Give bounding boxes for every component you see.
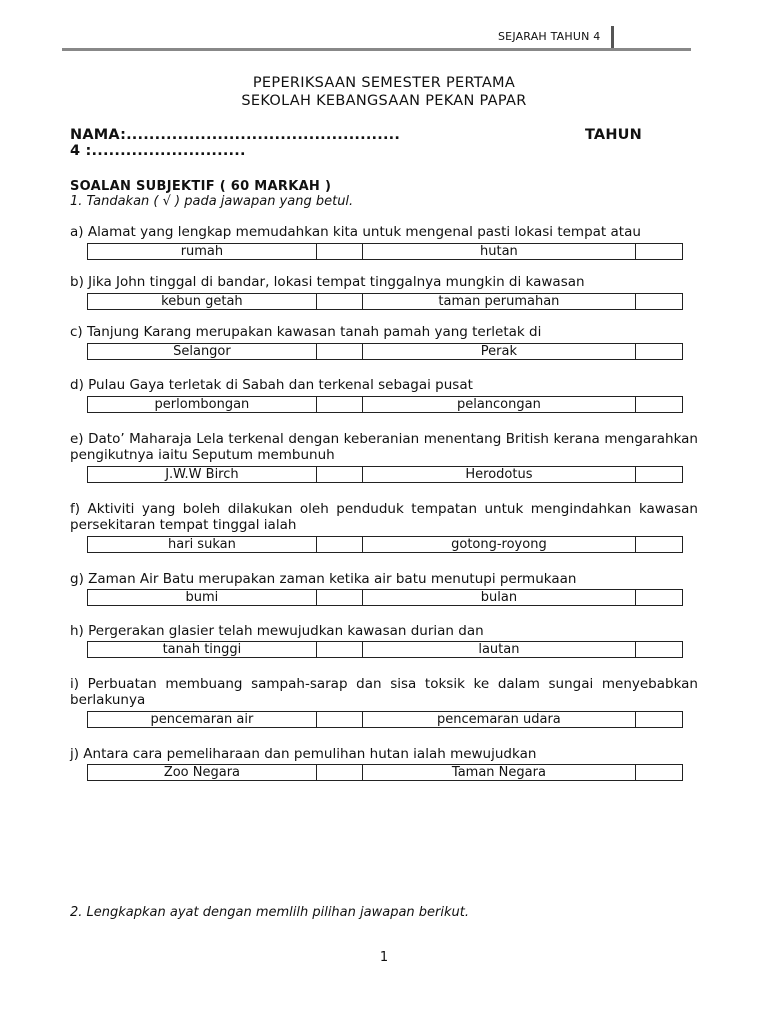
option-label: perlombongan — [88, 397, 317, 412]
question-c: c) Tanjung Karang merupakan kawasan tanah pamah yang terletak di — [70, 324, 542, 340]
tick-box[interactable] — [317, 537, 363, 552]
option-label: taman perumahan — [363, 294, 637, 309]
answer-row-g — [87, 589, 683, 606]
tick-box[interactable] — [636, 397, 682, 412]
tick-box[interactable] — [317, 344, 363, 359]
answer-row-f — [87, 536, 683, 553]
answer-row-h — [87, 641, 683, 658]
tick-box[interactable] — [636, 642, 682, 657]
answer-row-b — [87, 293, 683, 310]
part2-instruction: 2. Lengkapkan ayat dengan memlilh pilihan jawapan berikut. — [70, 905, 469, 920]
option-label: J.W.W Birch — [88, 467, 317, 482]
year-field[interactable]: 4 :........................... — [70, 143, 246, 159]
tick-box[interactable] — [636, 590, 682, 605]
answer-row-d — [87, 396, 683, 413]
year-label: TAHUN — [584, 127, 642, 143]
tick-box[interactable] — [317, 467, 363, 482]
option-label: Perak — [363, 344, 637, 359]
option-label: hari sukan — [88, 537, 317, 552]
section-heading: SOALAN SUBJEKTIF ( 60 MARKAH ) — [70, 179, 332, 194]
option-label: Zoo Negara — [88, 765, 317, 780]
answer-row-j — [87, 764, 683, 781]
school-name: SEKOLAH KEBANGSAAN PEKAN PAPAR — [241, 93, 527, 109]
exam-title: PEPERIKSAAN SEMESTER PERTAMA — [252, 75, 516, 91]
option-label: Herodotus — [363, 467, 637, 482]
question-d: d) Pulau Gaya terletak di Sabah dan terkenal sebagai pusat — [70, 377, 473, 393]
tick-box[interactable] — [636, 467, 682, 482]
option-label: hutan — [363, 244, 637, 259]
tick-box[interactable] — [317, 712, 363, 727]
option-label: rumah — [88, 244, 317, 259]
tick-box[interactable] — [317, 294, 363, 309]
tick-box[interactable] — [636, 294, 682, 309]
option-label: bulan — [363, 590, 637, 605]
tick-box[interactable] — [636, 537, 682, 552]
tick-box[interactable] — [317, 244, 363, 259]
question-h: h) Pergerakan glasier telah mewujudkan kawasan durian dan — [70, 623, 484, 639]
option-label: pencemaran udara — [363, 712, 637, 727]
tick-box[interactable] — [317, 642, 363, 657]
tick-box[interactable] — [636, 765, 682, 780]
name-field[interactable]: NAMA:................................................ — [70, 127, 401, 143]
header-rule — [62, 48, 691, 51]
tick-box[interactable] — [636, 344, 682, 359]
question-b: b) Jika John tinggal di bandar, lokasi tempat tinggalnya mungkin di kawasan — [70, 274, 585, 290]
tick-box[interactable] — [317, 590, 363, 605]
answer-row-a — [87, 243, 683, 260]
answer-row-e — [87, 466, 683, 483]
option-label: pelancongan — [363, 397, 637, 412]
question-e: e) Dato’ Maharaja Lela terkenal dengan keberanian menentang British kerana mengarahkan pengikutnya iaitu Seputum membunuh — [70, 431, 698, 463]
option-label: lautan — [363, 642, 637, 657]
option-label: pencemaran air — [88, 712, 317, 727]
answer-row-c — [87, 343, 683, 360]
option-label: kebun getah — [88, 294, 317, 309]
answer-row-i — [87, 711, 683, 728]
option-label: Taman Negara — [363, 765, 637, 780]
header-subject: SEJARAH TAHUN 4 — [498, 30, 601, 43]
section-instruction: 1. Tandakan ( √ ) pada jawapan yang betul. — [70, 194, 354, 209]
page-number: 1 — [379, 950, 389, 965]
header-tick-mark — [611, 26, 614, 48]
option-label: tanah tinggi — [88, 642, 317, 657]
option-label: bumi — [88, 590, 317, 605]
question-j: j) Antara cara pemeliharaan dan pemulihan hutan ialah mewujudkan — [70, 746, 537, 762]
tick-box[interactable] — [317, 397, 363, 412]
question-a: a) Alamat yang lengkap memudahkan kita untuk mengenal pasti lokasi tempat atau — [70, 224, 641, 240]
tick-box[interactable] — [636, 712, 682, 727]
question-i: i) Perbuatan membuang sampah-sarap dan sisa toksik ke dalam sungai menyebabkan berlakunya — [70, 676, 698, 708]
question-g: g) Zaman Air Batu merupakan zaman ketika air batu menutupi permukaan — [70, 571, 577, 587]
tick-box[interactable] — [317, 765, 363, 780]
option-label: Selangor — [88, 344, 317, 359]
tick-box[interactable] — [636, 244, 682, 259]
student-info — [70, 127, 642, 159]
option-label: gotong-royong — [363, 537, 637, 552]
question-f: f) Aktiviti yang boleh dilakukan oleh penduduk tempatan untuk mengindahkan kawasan persekitaran tempat tinggal ialah — [70, 501, 698, 533]
